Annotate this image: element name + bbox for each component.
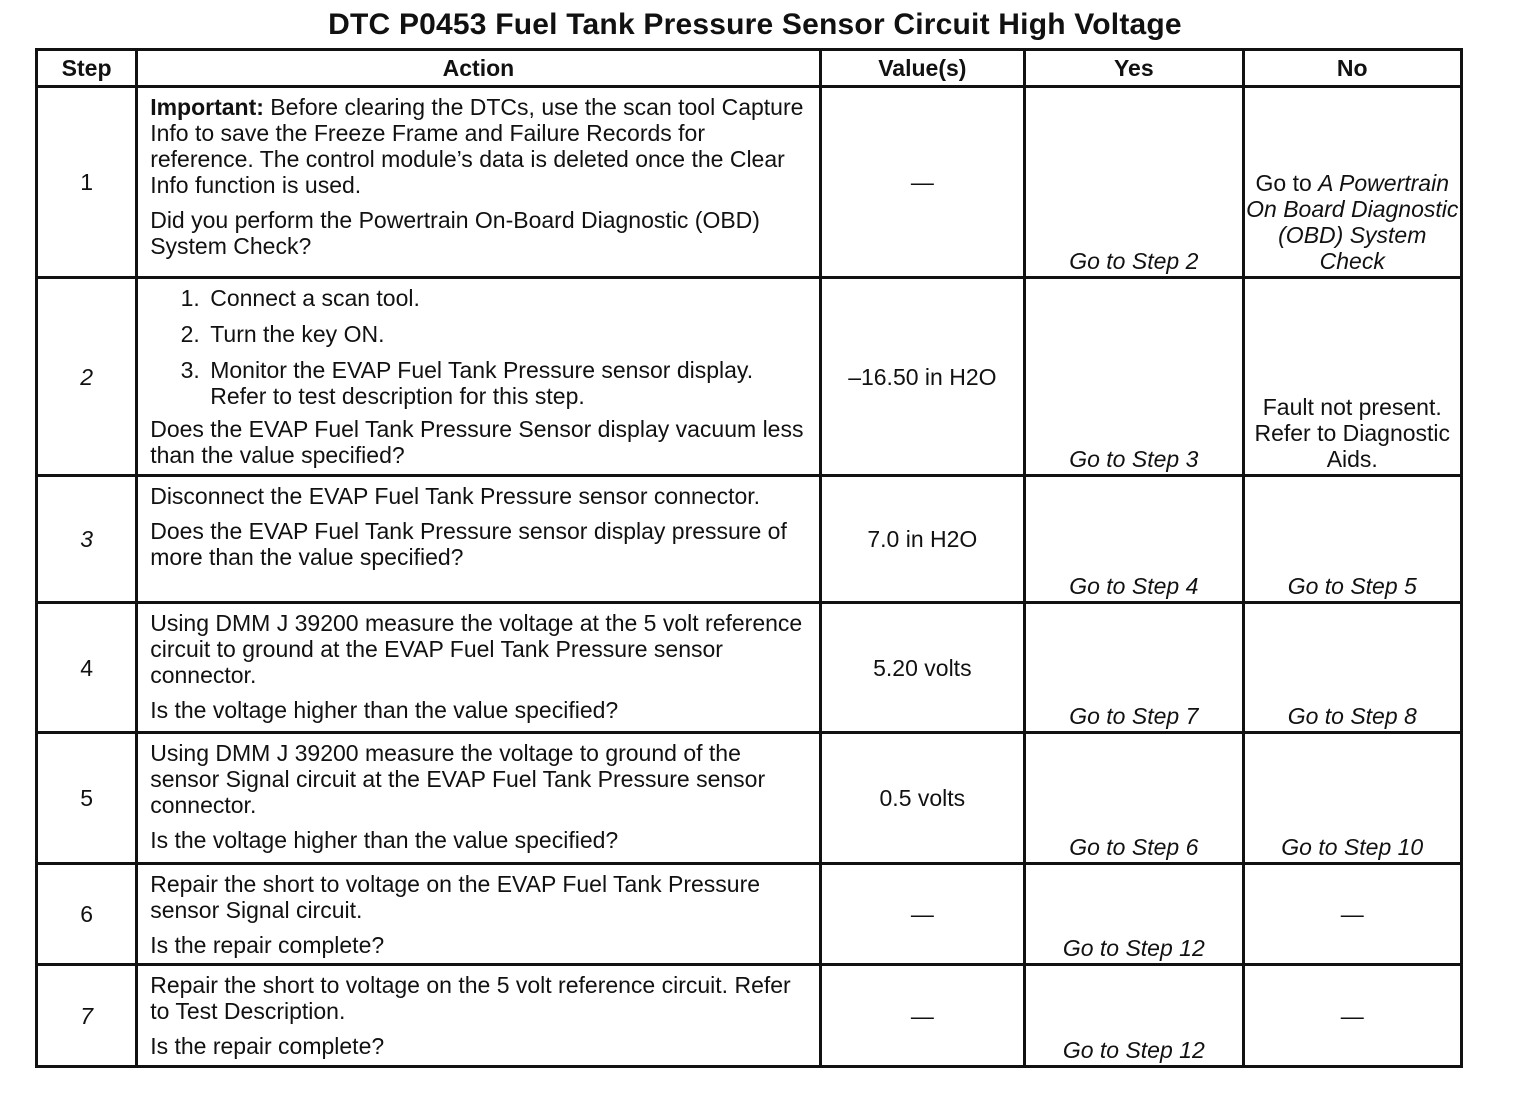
- step-number: 2: [37, 278, 137, 476]
- action-text: Repair the short to voltage on the 5 volt reference circuit. Refer to Test Description.: [150, 972, 791, 1024]
- action-text: Using DMM J 39200 measure the voltage at the 5 volt reference circuit to ground at the EVAP Fuel Tank Pressure sensor connector.: [150, 610, 803, 688]
- no-cell: —: [1243, 965, 1461, 1067]
- yes-cell: Go to Step 4: [1025, 476, 1243, 603]
- yes-cell: Go to Step 12: [1025, 965, 1243, 1067]
- no-cell: Fault not present. Refer to Diagnostic Aids.: [1243, 278, 1461, 476]
- value-cell: —: [820, 864, 1024, 965]
- yes-cell: Go to Step 12: [1025, 864, 1243, 965]
- action-question: Does the EVAP Fuel Tank Pressure Sensor display vacuum less than the value specified?: [150, 416, 804, 468]
- no-prefix: Go to: [1255, 170, 1319, 196]
- action-text: Using DMM J 39200 measure the voltage to ground of the sensor Signal circuit at the EVAP Fuel Tank Pressure sensor connector.: [150, 740, 766, 818]
- action-cell: [137, 476, 820, 603]
- important-text: Before clearing the DTCs, use the scan tool Capture Info to save the Freeze Frame and Failure Records for reference. The control module’s data is deleted once the Clear Info function is used.: [150, 94, 804, 198]
- action-steps-list: [150, 285, 808, 409]
- no-link-text: A Powertrain On Board Diagnostic (OBD) System Check: [1246, 170, 1459, 274]
- header-yes: Yes: [1025, 50, 1243, 87]
- value-cell: —: [820, 87, 1024, 278]
- page-title: DTC P0453 Fuel Tank Pressure Sensor Circuit High Voltage: [328, 8, 1182, 41]
- no-cell: Go to Step 8: [1243, 603, 1461, 733]
- action-question: Did you perform the Powertrain On-Board Diagnostic (OBD) System Check?: [150, 207, 760, 259]
- no-cell: [1243, 87, 1461, 278]
- yes-cell: Go to Step 7: [1025, 603, 1243, 733]
- header-step: Step: [37, 50, 137, 87]
- list-item: 1. Connect a scan tool.: [206, 285, 808, 311]
- action-cell: [137, 733, 820, 864]
- yes-cell: Go to Step 3: [1025, 278, 1243, 476]
- action-cell: [137, 965, 820, 1067]
- value-cell: 7.0 in H2O: [820, 476, 1024, 603]
- diagnostic-table: [35, 48, 1463, 1068]
- step-number: 5: [37, 733, 137, 864]
- value-cell: 5.20 volts: [820, 603, 1024, 733]
- value-cell: —: [820, 965, 1024, 1067]
- header-action: Action: [137, 50, 820, 87]
- value-cell: –16.50 in H2O: [820, 278, 1024, 476]
- step-number: 3: [37, 476, 137, 603]
- action-question: Does the EVAP Fuel Tank Pressure sensor display pressure of more than the value specified?: [150, 518, 787, 570]
- step-number: 1: [37, 87, 137, 278]
- action-question: Is the voltage higher than the value specified?: [150, 697, 619, 723]
- list-item: 2. Turn the key ON.: [206, 321, 808, 347]
- table-row: [37, 87, 1462, 278]
- action-text: Disconnect the EVAP Fuel Tank Pressure sensor connector.: [150, 483, 761, 509]
- value-cell: 0.5 volts: [820, 733, 1024, 864]
- yes-cell: Go to Step 6: [1025, 733, 1243, 864]
- step-number: 6: [37, 864, 137, 965]
- yes-cell: Go to Step 2: [1025, 87, 1243, 278]
- table-row: [37, 965, 1462, 1067]
- table-row: [37, 476, 1462, 603]
- table-header-row: [37, 50, 1462, 87]
- list-item: 3. Monitor the EVAP Fuel Tank Pressure sensor display. Refer to test description for this step.: [206, 357, 808, 409]
- header-values: Value(s): [820, 50, 1024, 87]
- header-no: No: [1243, 50, 1461, 87]
- action-cell: [137, 864, 820, 965]
- no-cell: Go to Step 5: [1243, 476, 1461, 603]
- important-note: [150, 94, 808, 198]
- action-cell: [137, 278, 820, 476]
- step-number: 7: [37, 965, 137, 1067]
- action-cell: [137, 87, 820, 278]
- table-row: [37, 733, 1462, 864]
- table-row: [37, 864, 1462, 965]
- important-label: Important:: [150, 94, 264, 120]
- no-cell: —: [1243, 864, 1461, 965]
- action-question: Is the repair complete?: [150, 932, 385, 958]
- no-cell: Go to Step 10: [1243, 733, 1461, 864]
- action-question: Is the voltage higher than the value specified?: [150, 827, 619, 853]
- action-cell: [137, 603, 820, 733]
- step-number: 4: [37, 603, 137, 733]
- action-text: Repair the short to voltage on the EVAP Fuel Tank Pressure sensor Signal circuit.: [150, 871, 761, 923]
- table-row: [37, 278, 1462, 476]
- action-question: Is the repair complete?: [150, 1033, 385, 1059]
- table-row: [37, 603, 1462, 733]
